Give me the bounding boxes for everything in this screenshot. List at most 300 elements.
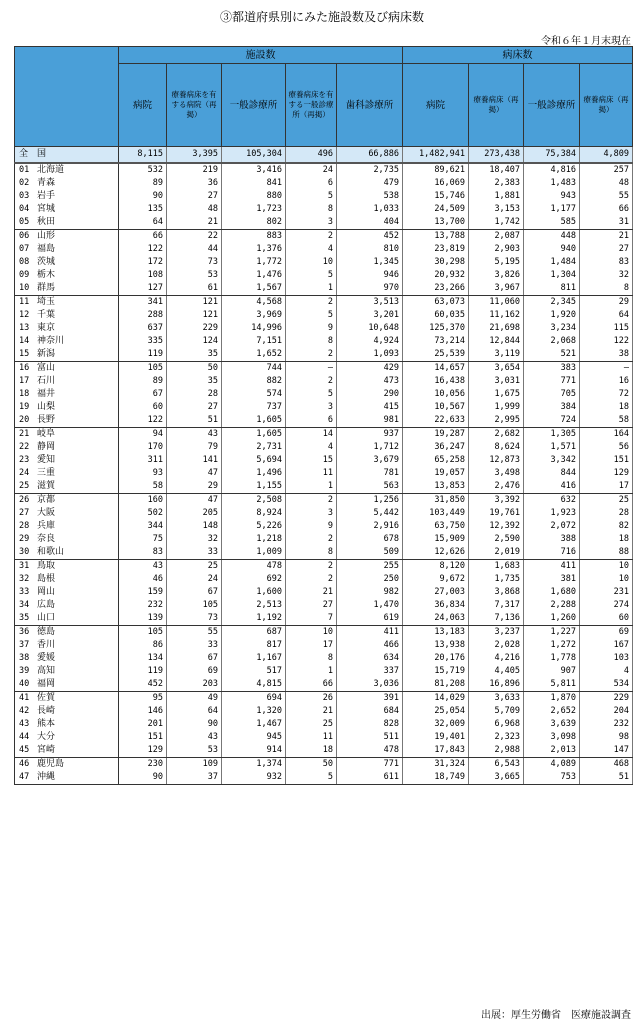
prefecture-code: 32 (19, 574, 30, 584)
table-cell: 692 (222, 573, 286, 586)
table-cell: 73 (167, 612, 222, 626)
table-cell: 1,600 (222, 586, 286, 599)
table-cell: 86 (119, 639, 167, 652)
table-cell: 705 (524, 388, 580, 401)
table-cell: 25 (286, 718, 337, 731)
table-row (15, 414, 633, 428)
table-cell: 10 (286, 256, 337, 269)
table-cell: 771 (337, 758, 403, 772)
prefecture-name: 山梨 (37, 402, 56, 412)
table-cell: 2,652 (524, 705, 580, 718)
prefecture-name: 千葉 (37, 310, 56, 320)
table-cell: 81,208 (403, 678, 469, 692)
table-cell: 24 (167, 573, 222, 586)
table-cell: 932 (222, 771, 286, 785)
table-cell: 33 (167, 546, 222, 560)
prefecture-code: 21 (19, 429, 30, 439)
table-cell: 982 (337, 586, 403, 599)
table-cell: 67 (119, 388, 167, 401)
table-cell: 23,266 (403, 282, 469, 296)
table-cell: 18,749 (403, 771, 469, 785)
table-cell: 11,162 (469, 309, 524, 322)
prefecture-code: 35 (19, 613, 30, 623)
table-cell: 204 (580, 705, 633, 718)
table-cell: 1,778 (524, 652, 580, 665)
table-cell: 28 (580, 507, 633, 520)
prefecture-code: 03 (19, 191, 30, 201)
table-cell: 384 (524, 401, 580, 414)
table-cell: 58 (580, 414, 633, 428)
table-cell: 810 (337, 243, 403, 256)
table-cell: 841 (222, 177, 286, 190)
table-cell: 3,868 (469, 586, 524, 599)
table-cell: 22 (167, 230, 222, 244)
table-cell: 4,568 (222, 296, 286, 310)
row-label (15, 388, 119, 401)
prefecture-name: 静岡 (37, 442, 56, 452)
prefecture-name: 福岡 (37, 679, 56, 689)
prefecture-name: 沖縄 (37, 772, 56, 782)
table-row (15, 441, 633, 454)
table-cell: 344 (119, 520, 167, 533)
table-cell: 945 (222, 731, 286, 744)
prefecture-code: 45 (19, 745, 30, 755)
prefecture-name: 群馬 (37, 283, 56, 293)
row-label (15, 454, 119, 467)
table-cell: 10,567 (403, 401, 469, 414)
prefecture-code: 12 (19, 310, 30, 320)
table-cell: 32 (580, 269, 633, 282)
table-cell: 11 (286, 731, 337, 744)
prefecture-code: 41 (19, 693, 30, 703)
table-cell: 98 (580, 731, 633, 744)
row-label (15, 190, 119, 203)
table-cell: 1 (286, 665, 337, 678)
table-cell: 21 (167, 216, 222, 230)
facility-bed-table (14, 46, 633, 785)
table-cell: 2,072 (524, 520, 580, 533)
row-label (15, 744, 119, 758)
table-cell: 29 (580, 296, 633, 310)
table-cell: 25,539 (403, 348, 469, 362)
prefecture-name: 愛媛 (37, 653, 56, 663)
table-cell: 109 (167, 758, 222, 772)
table-cell: 89,621 (403, 163, 469, 177)
row-label (15, 375, 119, 388)
table-cell: 5 (286, 309, 337, 322)
row-label (15, 230, 119, 244)
table-cell: 781 (337, 467, 403, 480)
table-row (15, 639, 633, 652)
table-cell: 3 (286, 507, 337, 520)
table-cell: 8 (580, 282, 633, 296)
table-cell: 167 (580, 639, 633, 652)
table-row (15, 216, 633, 230)
table-cell: 27 (167, 401, 222, 414)
table-cell: 257 (580, 163, 633, 177)
table-cell: 63,073 (403, 296, 469, 310)
table-cell: 452 (119, 678, 167, 692)
table-cell: 1,999 (469, 401, 524, 414)
table-cell: 66,886 (337, 147, 403, 164)
table-cell: 23,819 (403, 243, 469, 256)
table-cell: 3,665 (469, 771, 524, 785)
table-cell: 13,183 (403, 626, 469, 640)
table-cell: 122 (119, 243, 167, 256)
table-cell: 3,654 (469, 362, 524, 376)
prefecture-code: 24 (19, 468, 30, 478)
prefecture-code: 27 (19, 508, 30, 518)
table-cell: 2,508 (222, 494, 286, 508)
table-row (15, 163, 633, 177)
table-row (15, 190, 633, 203)
prefecture-name: 大分 (37, 732, 56, 742)
table-cell: 232 (580, 718, 633, 731)
table-cell: 56 (580, 441, 633, 454)
table-cell: 611 (337, 771, 403, 785)
prefecture-code: 02 (19, 178, 30, 188)
prefecture-name: 岐阜 (37, 429, 56, 439)
table-cell: 103 (580, 652, 633, 665)
table-cell: 2 (286, 375, 337, 388)
prefecture-name: 青森 (37, 178, 56, 188)
table-cell: 2,735 (337, 163, 403, 177)
table-cell: 1,374 (222, 758, 286, 772)
table-cell: 201 (119, 718, 167, 731)
table-cell: 473 (337, 375, 403, 388)
table-cell: 13,788 (403, 230, 469, 244)
table-cell: 160 (119, 494, 167, 508)
table-row (15, 282, 633, 296)
row-label (15, 718, 119, 731)
table-cell: 9 (286, 322, 337, 335)
row-label (15, 599, 119, 612)
table-cell: 1,496 (222, 467, 286, 480)
table-cell: 232 (119, 599, 167, 612)
prefecture-code: 13 (19, 323, 30, 333)
table-cell: 8,120 (403, 560, 469, 574)
table-cell: 880 (222, 190, 286, 203)
table-cell: 7,136 (469, 612, 524, 626)
table-row (15, 454, 633, 467)
table-cell: 3 (286, 216, 337, 230)
table-cell: 3,969 (222, 309, 286, 322)
table-cell: 33 (167, 639, 222, 652)
table-cell: 17 (580, 480, 633, 494)
table-cell: 103,449 (403, 507, 469, 520)
prefecture-code: 04 (19, 204, 30, 214)
table-cell: 4,405 (469, 665, 524, 678)
table-cell: 844 (524, 467, 580, 480)
table-cell: 47 (167, 467, 222, 480)
row-label (15, 243, 119, 256)
row-label (15, 480, 119, 494)
table-cell: 20,932 (403, 269, 469, 282)
table-row (15, 744, 633, 758)
table-cell: 943 (524, 190, 580, 203)
table-cell: 36 (167, 177, 222, 190)
table-row (15, 309, 633, 322)
prefecture-name: 佐賀 (37, 693, 56, 703)
table-cell: 7 (286, 612, 337, 626)
table-cell: 19,761 (469, 507, 524, 520)
prefecture-name: 和歌山 (37, 547, 65, 557)
table-cell: 6 (286, 177, 337, 190)
table-cell: 73,214 (403, 335, 469, 348)
table-row (15, 243, 633, 256)
table-cell: 90 (119, 190, 167, 203)
table-cell: 60 (119, 401, 167, 414)
table-cell: 694 (222, 692, 286, 706)
table-cell: 25 (167, 560, 222, 574)
table-row (15, 322, 633, 335)
row-label (15, 573, 119, 586)
table-cell: 3,395 (167, 147, 222, 164)
table-cell: 14,996 (222, 322, 286, 335)
table-cell: 538 (337, 190, 403, 203)
table-cell: 229 (167, 322, 222, 335)
table-row (15, 758, 633, 772)
table-cell: 687 (222, 626, 286, 640)
table-cell: 411 (524, 560, 580, 574)
table-cell: 66 (119, 230, 167, 244)
table-cell: 429 (337, 362, 403, 376)
row-label (15, 731, 119, 744)
table-cell: 2,476 (469, 480, 524, 494)
table-cell: 66 (286, 678, 337, 692)
table-cell: 2 (286, 348, 337, 362)
table-cell: 1,680 (524, 586, 580, 599)
table-cell: 15 (286, 454, 337, 467)
table-cell: 1,683 (469, 560, 524, 574)
row-label (15, 256, 119, 269)
header-ltc-hospital: 療養病床を有する病院（再掲） (167, 64, 222, 147)
row-label (15, 494, 119, 508)
row-label (15, 309, 119, 322)
row-label (15, 296, 119, 310)
table-row (15, 573, 633, 586)
table-cell: 5,226 (222, 520, 286, 533)
table-cell: 1,093 (337, 348, 403, 362)
prefecture-name: 岩手 (37, 191, 56, 201)
prefecture-name: 香川 (37, 640, 56, 650)
table-cell: 2,916 (337, 520, 403, 533)
table-cell: 75,384 (524, 147, 580, 164)
table-cell: 1,605 (222, 414, 286, 428)
table-cell: 1,272 (524, 639, 580, 652)
table-cell: 90 (167, 718, 222, 731)
table-cell: 914 (222, 744, 286, 758)
table-row (15, 705, 633, 718)
prefecture-name: 埼玉 (37, 297, 56, 307)
table-cell: 2 (286, 296, 337, 310)
table-cell: 496 (286, 147, 337, 164)
prefecture-code: 40 (19, 679, 30, 689)
table-cell: 24 (286, 163, 337, 177)
table-cell: 36,834 (403, 599, 469, 612)
prefecture-name: 神奈川 (37, 336, 65, 346)
table-cell: 105 (119, 362, 167, 376)
table-cell: 311 (119, 454, 167, 467)
table-cell: 937 (337, 428, 403, 442)
table-cell: 93 (119, 467, 167, 480)
table-cell: 2 (286, 533, 337, 546)
table-cell: 415 (337, 401, 403, 414)
header-hospital: 病院 (119, 64, 167, 147)
table-cell: 1,923 (524, 507, 580, 520)
table-cell: 1,742 (469, 216, 524, 230)
table-cell: 35 (167, 348, 222, 362)
table-cell: 151 (580, 454, 633, 467)
table-cell: 2,013 (524, 744, 580, 758)
table-cell: 14 (286, 428, 337, 442)
table-cell: 129 (580, 467, 633, 480)
table-cell: 20,176 (403, 652, 469, 665)
table-cell: 1,476 (222, 269, 286, 282)
table-cell: 21 (580, 230, 633, 244)
table-cell: 2,323 (469, 731, 524, 744)
table-cell: 51 (580, 771, 633, 785)
table-row (15, 362, 633, 376)
table-cell: 50 (286, 758, 337, 772)
table-cell: 16,438 (403, 375, 469, 388)
prefecture-name: 富山 (37, 363, 56, 373)
table-cell: 8,924 (222, 507, 286, 520)
table-cell: 36,247 (403, 441, 469, 454)
table-cell: 1,177 (524, 203, 580, 216)
table-cell: 724 (524, 414, 580, 428)
table-cell: 139 (119, 612, 167, 626)
table-cell: 5,811 (524, 678, 580, 692)
table-cell: 58 (119, 480, 167, 494)
table-cell: 127 (119, 282, 167, 296)
table-cell: 29 (167, 480, 222, 494)
table-cell: 15,909 (403, 533, 469, 546)
table-cell: 2,383 (469, 177, 524, 190)
table-row (15, 494, 633, 508)
table-row (15, 480, 633, 494)
table-cell: 448 (524, 230, 580, 244)
table-cell: 4 (580, 665, 633, 678)
table-cell: 3,633 (469, 692, 524, 706)
table-cell: 2 (286, 573, 337, 586)
table-cell: 771 (524, 375, 580, 388)
table-cell: 509 (337, 546, 403, 560)
header-beds: 病床数 (403, 47, 633, 64)
table-cell: 64 (119, 216, 167, 230)
prefecture-name: 茨城 (37, 257, 56, 267)
table-cell: 151 (119, 731, 167, 744)
table-cell: 14,657 (403, 362, 469, 376)
prefecture-name: 長崎 (37, 706, 56, 716)
table-cell: 2 (286, 560, 337, 574)
table-cell: 53 (167, 269, 222, 282)
prefecture-code: 16 (19, 363, 30, 373)
table-cell: 15,746 (403, 190, 469, 203)
table-cell: 119 (119, 665, 167, 678)
prefecture-name: 福井 (37, 389, 56, 399)
row-label (15, 282, 119, 296)
table-cell: 49 (167, 692, 222, 706)
table-cell: 466 (337, 639, 403, 652)
table-cell: 31,324 (403, 758, 469, 772)
table-cell: 940 (524, 243, 580, 256)
table-cell: 105 (167, 599, 222, 612)
table-cell: 55 (580, 190, 633, 203)
prefecture-code: 01 (19, 165, 30, 175)
table-cell: 1,305 (524, 428, 580, 442)
table-cell: 1,167 (222, 652, 286, 665)
header-bed-hospital: 病院 (403, 64, 469, 147)
table-cell: 8 (286, 335, 337, 348)
row-label (15, 652, 119, 665)
table-row (15, 256, 633, 269)
table-cell: 124 (167, 335, 222, 348)
table-cell: 532 (119, 163, 167, 177)
table-cell: 44 (167, 243, 222, 256)
table-cell: 148 (167, 520, 222, 533)
table-row (15, 401, 633, 414)
row-label (15, 507, 119, 520)
table-cell: 141 (167, 454, 222, 467)
table-cell: 69 (167, 665, 222, 678)
prefecture-code: 06 (19, 231, 30, 241)
table-cell: 907 (524, 665, 580, 678)
table-cell: 230 (119, 758, 167, 772)
table-cell: 72 (580, 388, 633, 401)
table-cell: 3,098 (524, 731, 580, 744)
row-label (15, 520, 119, 533)
header-clinic: 一般診療所 (222, 64, 286, 147)
table-cell: 946 (337, 269, 403, 282)
table-cell: 69 (580, 626, 633, 640)
table-cell: 205 (167, 507, 222, 520)
prefecture-name: 北海道 (37, 165, 65, 175)
prefecture-code: 34 (19, 600, 30, 610)
table-cell: 2 (286, 230, 337, 244)
page-title: ③都道府県別にみた施設数及び病床数 (219, 10, 424, 24)
table-cell: 3,234 (524, 322, 580, 335)
table-cell: 10,648 (337, 322, 403, 335)
table-cell: 11,060 (469, 296, 524, 310)
table-cell: 4,809 (580, 147, 633, 164)
table-cell: 1,605 (222, 428, 286, 442)
table-cell: 3,201 (337, 309, 403, 322)
table-cell: 468 (580, 758, 633, 772)
prefecture-name: 岡山 (37, 587, 56, 597)
table-cell: 18 (286, 744, 337, 758)
table-cell: 15,719 (403, 665, 469, 678)
row-label (15, 612, 119, 626)
table-cell: 250 (337, 573, 403, 586)
table-cell: 73 (167, 256, 222, 269)
prefecture-code: 47 (19, 772, 30, 782)
table-cell: 37 (167, 771, 222, 785)
table-cell: 10,056 (403, 388, 469, 401)
prefecture-name: 山口 (37, 613, 56, 623)
table-cell: 288 (119, 309, 167, 322)
table-row (15, 177, 633, 190)
table-cell: 1,483 (524, 177, 580, 190)
row-label (15, 560, 119, 574)
header-facilities: 施設数 (119, 47, 403, 64)
prefecture-name: 鹿児島 (37, 759, 65, 769)
table-row (15, 467, 633, 480)
table-row (15, 692, 633, 706)
prefecture-name: 宮崎 (37, 745, 56, 755)
table-cell: 95 (119, 692, 167, 706)
table-row (15, 230, 633, 244)
